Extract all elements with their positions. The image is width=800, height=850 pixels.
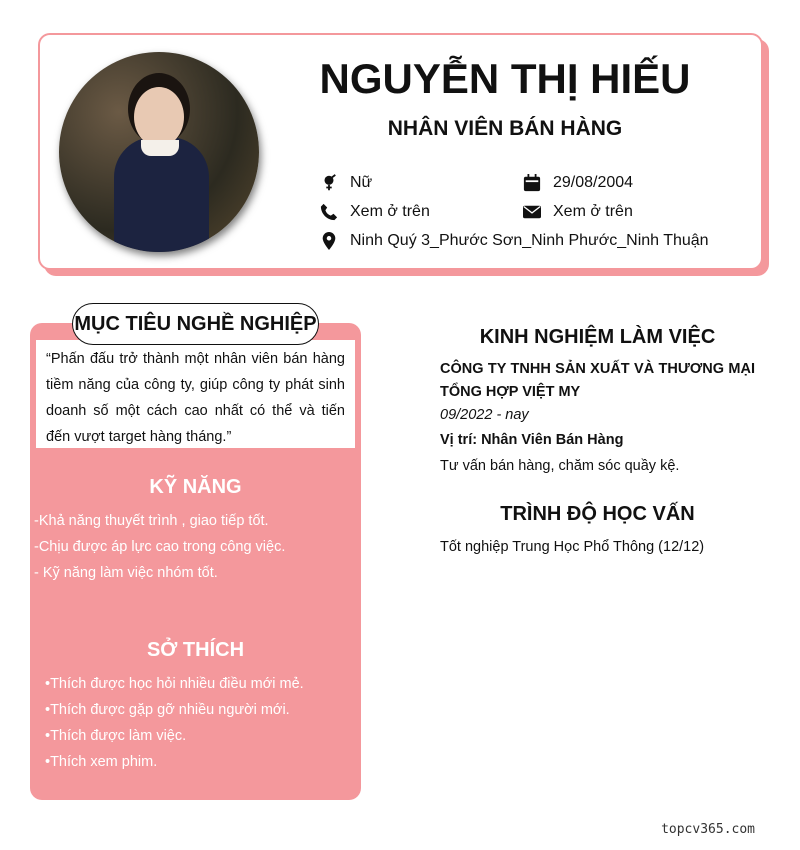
objective-text: “Phấn đấu trở thành một nhân viên bán hàng tiềm năng của công ty, giúp công ty phát sinh doanh số một cách cao nhất có thể và tiến đến vượt target hàng tháng.” [36, 340, 355, 448]
email-info [523, 203, 633, 221]
envelope-icon [523, 203, 541, 221]
map-pin-icon [320, 232, 338, 250]
experience-title: KINH NGHIỆM LÀM VIỆC [479, 326, 716, 348]
dob-info [523, 174, 633, 192]
skill-item: -Chịu được áp lực cao trong công việc. [34, 539, 286, 555]
dob-value: 29/08/2004 [553, 174, 634, 191]
phone-info [320, 203, 430, 221]
address-info [320, 232, 709, 250]
address-value: Ninh Quý 3_Phước Sơn_Ninh Phước_Ninh Thuận [350, 232, 709, 249]
job-title: NHÂN VIÊN BÁN HÀNG [387, 117, 623, 140]
hobby-item: •Thích xem phim. [45, 754, 158, 770]
objective-title: MỤC TIÊU NGHỀ NGHIỆP [72, 303, 319, 345]
skill-item: -Khả năng thuyết trình , giao tiếp tốt. [34, 513, 269, 529]
avatar-photo [59, 52, 259, 252]
watermark: topcv365.com [661, 822, 755, 837]
gender-info [320, 174, 372, 192]
phone-value: Xem ở trên [350, 203, 430, 220]
calendar-icon [523, 174, 541, 192]
hobby-item: •Thích được học hỏi nhiều điều mới mẻ. [45, 676, 304, 692]
hobbies-title: SỞ THÍCH [146, 639, 245, 661]
education-title: TRÌNH ĐỘ HỌC VẤN [500, 503, 695, 525]
work-period: 09/2022 - nay [440, 407, 529, 423]
skill-item: - Kỹ năng làm việc nhóm tốt. [34, 565, 218, 581]
full-name: NGUYỄN THỊ HIẾU [319, 55, 691, 102]
phone-icon [320, 203, 338, 221]
skills-title: KỸ NĂNG [149, 476, 242, 498]
hobby-item: •Thích được làm việc. [45, 728, 187, 744]
gender-icon [320, 174, 338, 192]
work-position: Vị trí: Nhân Viên Bán Hàng [440, 432, 624, 448]
email-value: Xem ở trên [553, 203, 633, 220]
hobby-item: •Thích được gặp gỡ nhiều người mới. [45, 702, 290, 718]
education-text: Tốt nghiệp Trung Học Phổ Thông (12/12) [440, 539, 705, 555]
gender-value: Nữ [350, 174, 373, 191]
work-description: Tư vấn bán hàng, chăm sóc quầy kệ. [440, 458, 680, 474]
company-name: CÔNG TY TNHH SẢN XUẤT VÀ THƯƠNG MẠI TỔNG HỢP VIỆT MY [440, 361, 755, 400]
